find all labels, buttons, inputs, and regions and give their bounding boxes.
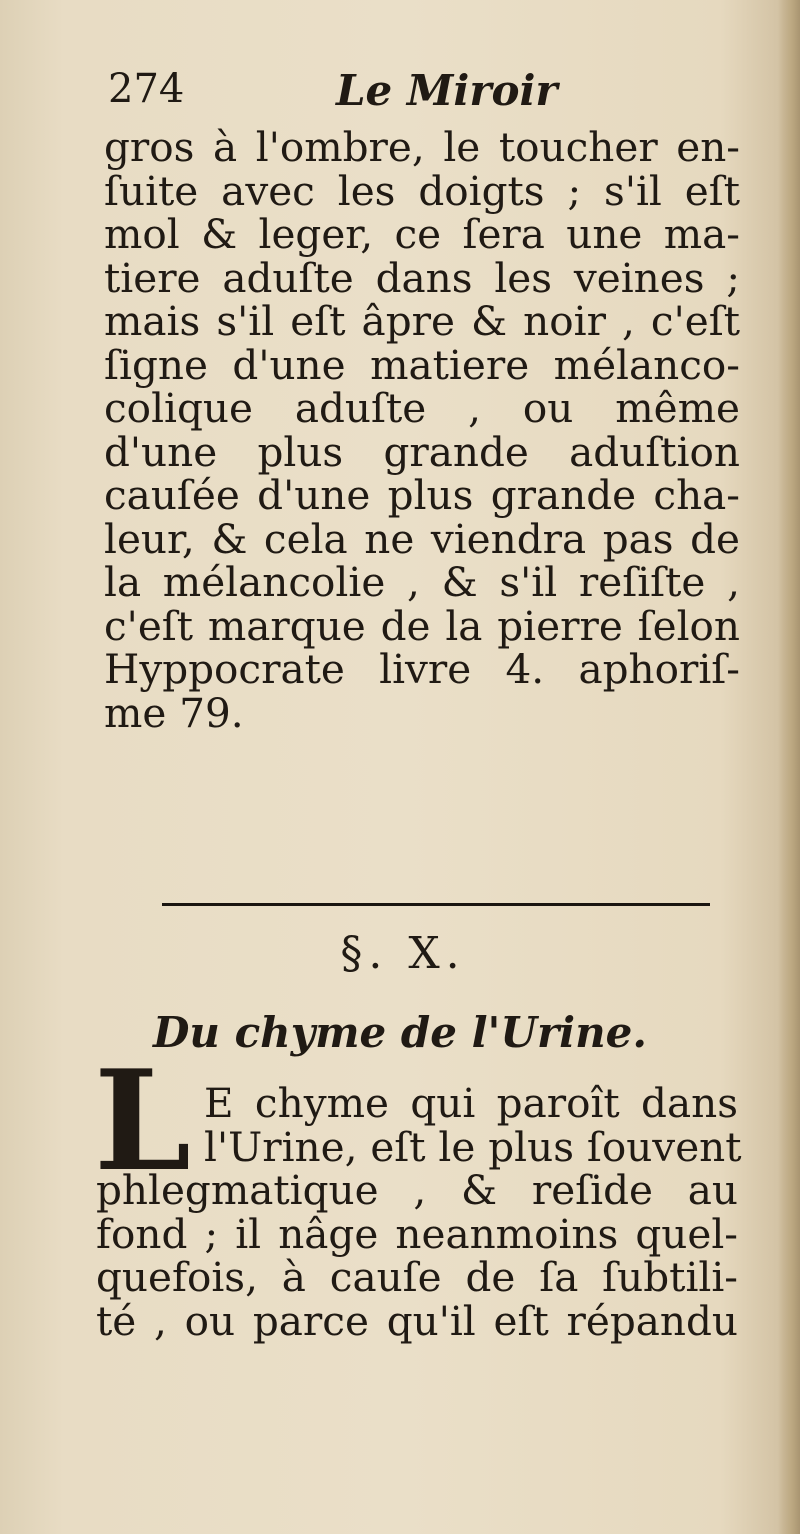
text-line: ſuite avec les doigts ; s'il eſt	[104, 166, 740, 215]
section-divider	[162, 903, 710, 906]
text-line: Hyppocrate livre 4. aphoriſ-	[104, 645, 740, 693]
text-line: la mélancolie , & s'il reſiſte ,	[104, 558, 740, 606]
text-line: mol & leger, ce ſera une ma-	[104, 210, 740, 258]
text-line: d'une plus grande aduſtion	[104, 427, 740, 476]
running-title: Le Miroir	[336, 66, 558, 115]
page-header	[108, 66, 748, 126]
text-line: c'eſt marque de la pierre ſelon	[104, 601, 740, 650]
page-number: 274	[108, 66, 185, 112]
section-number: §. X.	[340, 928, 466, 979]
drop-cap: L	[94, 1039, 192, 1202]
text-line: phlegmatique , & reſide au	[96, 1166, 738, 1214]
text-line: té , ou parce qu'il eſt répandu	[96, 1296, 738, 1345]
text-line: E chyme qui paroît dans	[204, 1079, 738, 1127]
paragraph-2	[96, 1079, 742, 1345]
text-line: me 79.	[104, 688, 244, 737]
text-line: cauſée d'une plus grande cha-	[104, 471, 740, 519]
text-line: gros à l'ombre, le toucher en-	[104, 123, 740, 171]
section-title: Du chyme de l'Urine.	[153, 1008, 647, 1057]
text-line: colique aduſte , ou même	[104, 384, 740, 432]
text-line: ſigne d'une matiere mélanco-	[104, 340, 740, 389]
text-line: quefois, à cauſe de ſa ſubtili-	[96, 1253, 738, 1301]
page-edge	[778, 0, 800, 1534]
text-line: l'Urine, eſt le plus ſouvent	[204, 1122, 742, 1171]
text-line: tiere aduſte dans les veines ;	[104, 253, 740, 302]
text-line: mais s'il eſt âpre & noir , c'eſt	[104, 297, 740, 345]
paragraph-1	[104, 123, 740, 737]
text-line: leur, & cela ne viendra pas de	[104, 514, 740, 563]
text-line: fond ; il nâge neanmoins quel-	[96, 1209, 738, 1258]
